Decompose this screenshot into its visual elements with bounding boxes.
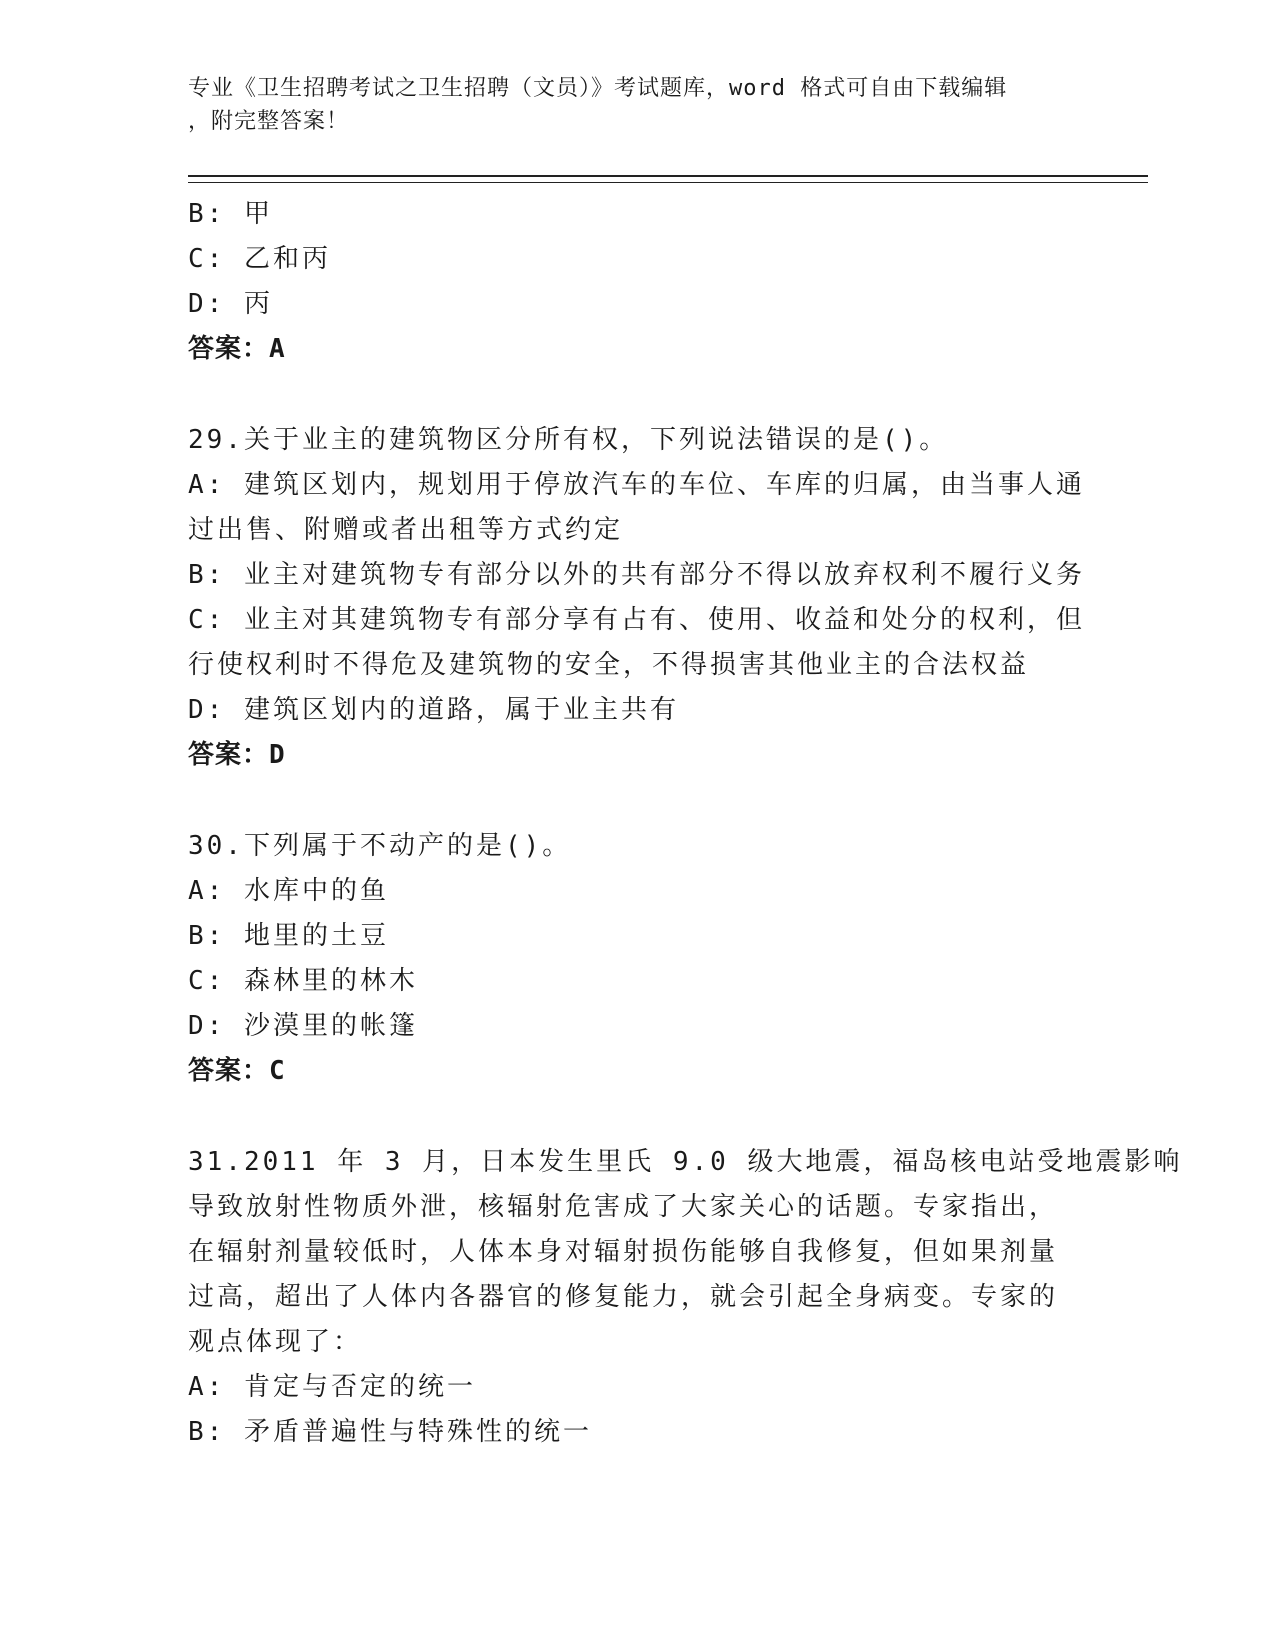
option-a: A: 水库中的鱼	[188, 876, 389, 906]
option-c: C: 乙和丙	[188, 244, 331, 274]
header-divider-thin	[188, 182, 1148, 183]
option-a-continued: 过出售、附赠或者出租等方式约定	[188, 515, 624, 545]
option-c-continued: 行使权利时不得危及建筑物的安全，不得损害其他业主的合法权益	[188, 650, 1030, 680]
question-28-tail	[188, 192, 1088, 372]
answer-line: 答案：D	[188, 740, 286, 770]
question-stem-line: 观点体现了：	[188, 1327, 363, 1357]
answer-line: 答案：C	[188, 1056, 286, 1086]
header-line-1: 专业《卫生招聘考试之卫生招聘（文员）》考试题库，word 格式可自由下载编辑	[188, 76, 1008, 101]
option-c: C: 业主对其建筑物专有部分享有占有、使用、收益和处分的权利，但	[188, 605, 1085, 635]
question-stem-line: 在辐射剂量较低时，人体本身对辐射损伤能够自我修复，但如果剂量	[188, 1237, 1059, 1267]
question-stem: 29.关于业主的建筑物区分所有权，下列说法错误的是()。	[188, 425, 949, 455]
answer-line: 答案：A	[188, 334, 286, 364]
header-divider-thick	[188, 175, 1148, 177]
option-d: D: 丙	[188, 289, 273, 319]
option-d: D: 建筑区划内的道路，属于业主共有	[188, 695, 679, 725]
header-line-2: ，附完整答案！	[188, 109, 350, 134]
option-d: D: 沙漠里的帐篷	[188, 1011, 418, 1041]
document-body	[188, 192, 1183, 1455]
option-b: B: 矛盾普遍性与特殊性的统一	[188, 1417, 592, 1447]
option-a: A: 肯定与否定的统一	[188, 1372, 476, 1402]
question-stem-line: 导致放射性物质外泄，核辐射危害成了大家关心的话题。专家指出，	[188, 1192, 1059, 1222]
question-stem-line: 过高，超出了人体内各器官的修复能力，就会引起全身病变。专家的	[188, 1282, 1059, 1312]
option-b: B: 业主对建筑物专有部分以外的共有部分不得以放弃权利不履行义务	[188, 560, 1085, 590]
option-c: C: 森林里的林木	[188, 966, 418, 996]
question-29	[188, 418, 1088, 778]
question-30	[188, 824, 1088, 1094]
question-stem-line: 31.2011 年 3 月，日本发生里氏 9.0 级大地震，福岛核电站受地震影响	[188, 1147, 1183, 1177]
option-a: A: 建筑区划内，规划用于停放汽车的车位、车库的归属，由当事人通	[188, 470, 1085, 500]
question-31	[188, 1140, 1183, 1455]
document-header	[188, 72, 1068, 138]
option-b: B: 甲	[188, 199, 273, 229]
question-stem: 30.下列属于不动产的是()。	[188, 831, 572, 861]
option-b: B: 地里的土豆	[188, 921, 389, 951]
